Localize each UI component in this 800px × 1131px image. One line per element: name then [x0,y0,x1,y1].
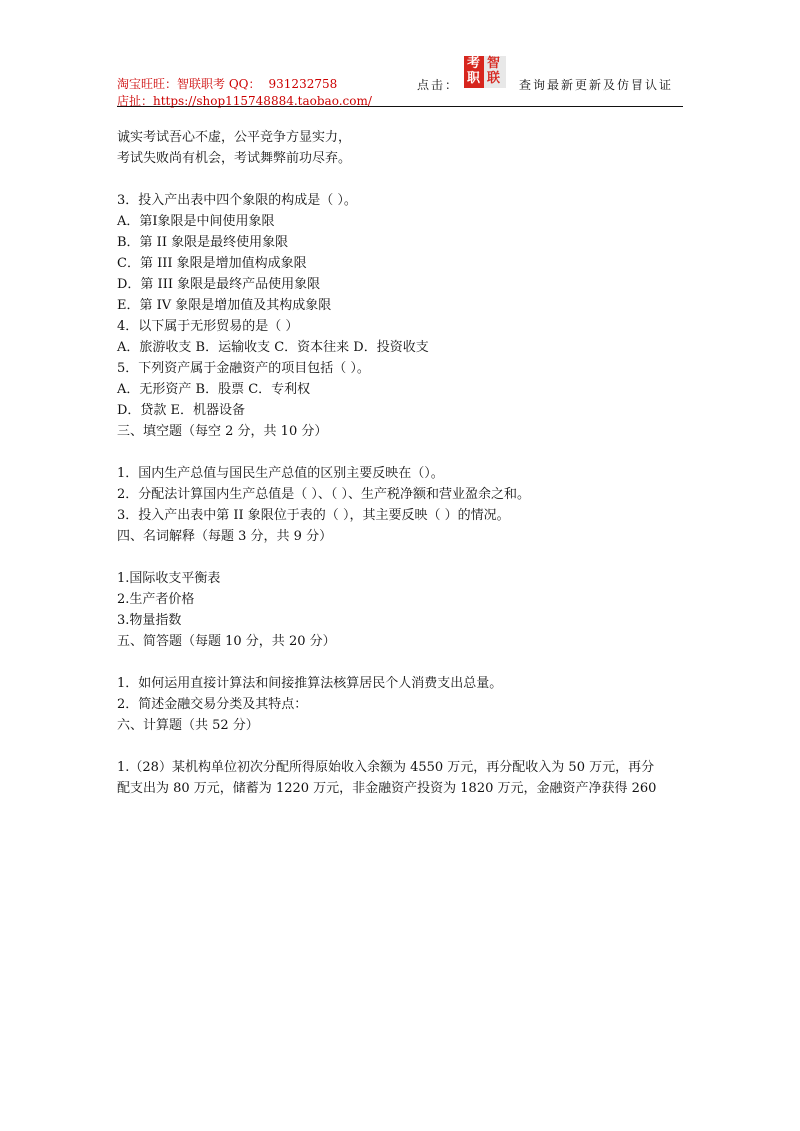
question-3-option-c: C．第 III 象限是增加值构成象限 [117,256,307,271]
section-heading-calculation: 六、计算题（共 52 分） [117,718,259,733]
fill-question-2: 2．分配法计算国内生产总值是（ ）、（ ）、生产税净额和营业盈余之和。 [117,487,531,502]
term-2: 2.生产者价格 [117,592,195,607]
question-3-option-a: A．第Ⅰ象限是中间使用象限 [117,214,275,229]
term-1: 1.国际收支平衡表 [117,571,221,586]
section-heading-terms: 四、名词解释（每题 3 分，共 9 分） [117,529,333,544]
term-3: 3.物量指数 [117,613,182,628]
question-3-option-e: E．第 IV 象限是增加值及其构成象限 [117,298,332,313]
zhilian-logo[interactable] [464,56,506,88]
question-5: 5．下列资产属于金融资产的项目包括（ ）。 [117,361,370,376]
question-3-option-d: D．第 III 象限是最终产品使用象限 [117,277,321,292]
qq-number: 931232758 [268,77,338,91]
logo-char-lian: 联 [487,71,501,86]
question-3-option-b: B．第 II 象限是最终使用象限 [117,235,289,250]
logo-char-kao: 考 [467,56,481,71]
fill-question-1: 1．国内生产总值与国民生产总值的区别主要反映在（）。 [117,466,444,481]
spacer [117,547,687,568]
section-heading-fill: 三、填空题（每空 2 分，共 10 分） [117,424,328,439]
qq-label: QQ： [228,77,261,91]
verify-link[interactable]: 查询最新更新及仿冒认证 [519,78,674,92]
spacer [117,442,687,463]
motto-line: 诚实考试吾心不虚，公平竞争方显实力， [117,130,352,145]
spacer [117,169,687,190]
header-divider [117,106,683,107]
fill-question-3: 3．投入产出表中第 II 象限位于表的（ ），其主要反映（ ）的情况。 [117,508,510,523]
spacer [117,736,687,757]
logo-char-zhi2: 职 [467,71,481,86]
page-header [117,56,683,108]
question-5-options: D．贷款 E．机器设备 [117,403,246,418]
click-label: 点击： [417,78,460,92]
exam-content [117,127,687,799]
taobao-wangwang-text: 淘宝旺旺：智联职考 [117,77,226,91]
taobao-contact-line [117,76,372,93]
question-3: 3．投入产出表中四个象限的构成是（ ）。 [117,193,357,208]
short-question-2: 2．简述金融交易分类及其特点： [117,697,308,712]
spacer [117,652,687,673]
logo-char-zhi: 智 [487,56,501,71]
question-5-options: A．无形资产 B．股票 C．专利权 [117,382,311,397]
calc-question-1-line-1: 1.（28）某机构单位初次分配所得原始收入余额为 4550 万元，再分配收入为 50 万元，再分 [117,760,655,775]
motto-line: 考试失败尚有机会，考试舞弊前功尽弃。 [117,151,352,166]
calc-question-1-line-2: 配支出为 80 万元，储蓄为 1220 万元，非金融资产投资为 1820 万元，金融资产净获得 260 [117,781,657,796]
question-4-options: A．旅游收支 B．运输收支 C．资本往来 D．投资收支 [117,340,429,355]
question-4: 4．以下属于无形贸易的是（ ） [117,319,299,334]
shop-info [117,76,372,110]
section-heading-short-answer: 五、简答题（每题 10 分，共 20 分） [117,634,336,649]
short-question-1: 1．如何运用直接计算法和间接推算法核算居民个人消费支出总量。 [117,676,503,691]
shop-url-line[interactable]: 店扯：https://shop115748884.taobao.com/ [117,94,372,108]
